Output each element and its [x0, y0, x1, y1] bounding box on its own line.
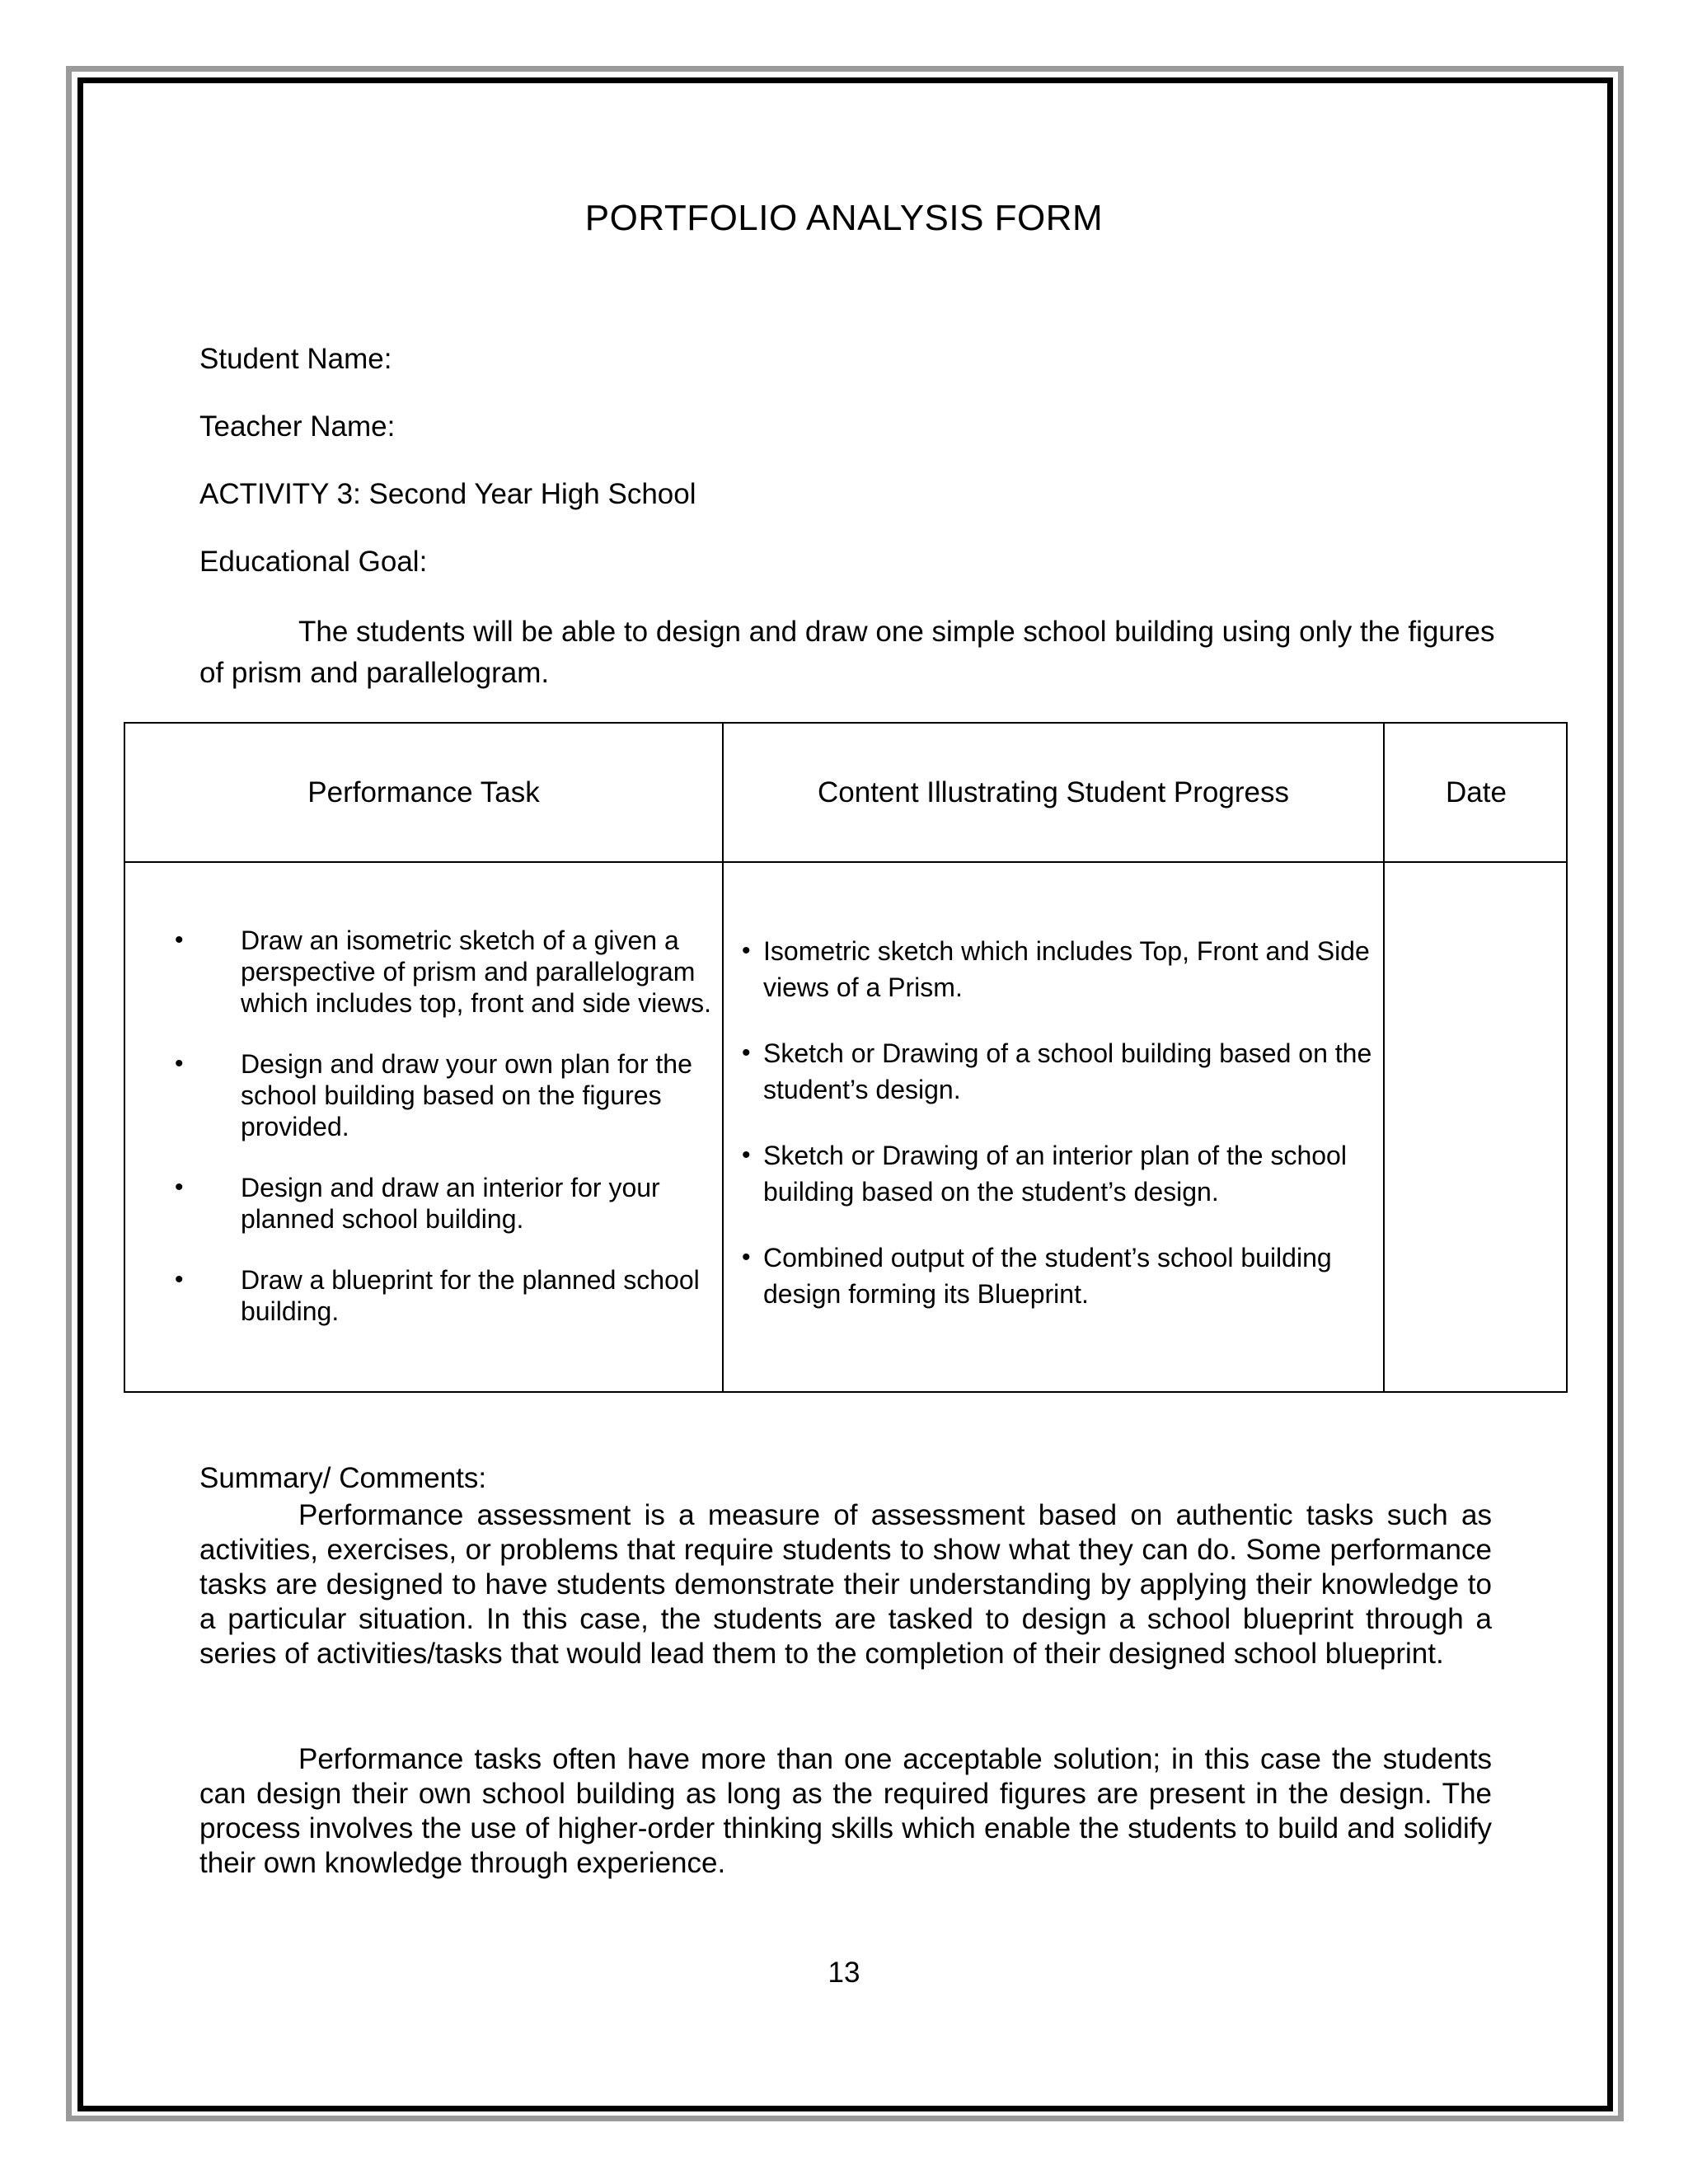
form-title: PORTFOLIO ANALYSIS FORM: [584, 198, 1104, 238]
list-item: [175, 1264, 719, 1327]
portfolio-table: [124, 722, 1568, 1393]
performance-task-list: [175, 925, 719, 1357]
bullet-icon: •: [175, 1174, 184, 1201]
list-item: [175, 1048, 719, 1142]
bullet-icon: •: [175, 1266, 184, 1293]
table-header-divider: [125, 861, 1566, 863]
list-item: [742, 1137, 1376, 1210]
page-number: 13: [828, 1957, 860, 1989]
header-content: Content Illustrating Student Progress: [818, 776, 1289, 808]
list-item: [742, 1240, 1376, 1312]
bullet-icon: •: [175, 926, 184, 954]
content-text: Combined output of the student’s school building design forming its Blueprint.: [763, 1243, 1332, 1309]
bullet-icon: •: [742, 1039, 751, 1066]
list-item: [742, 1035, 1376, 1108]
bullet-icon: •: [742, 1244, 751, 1271]
bullet-icon: •: [175, 1050, 184, 1077]
teacher-name-label: Teacher Name:: [199, 410, 396, 443]
summary-paragraph-1: Performance assessment is a measure of assessment based on authentic tasks such as activities, exercises, or problems that require students to show what they can do. Some performance tasks are designed to have students demonstrate their understanding by applying their knowledge to a particular situation. In this case, the students are tasked to design a school blueprint through a series of activities/tasks that would lead them to the completion of their designed school blueprint.: [199, 1499, 1492, 1670]
bullet-icon: •: [742, 937, 751, 964]
summary-paragraph-2: Performance tasks often have more than one acceptable solution; in this case the students can design their own school building as long as the required figures are present in the design. The process involves the use of higher-order thinking skills which enable the students to build and solidify their own knowledge through experience.: [199, 1743, 1492, 1879]
task-text: Draw a blueprint for the planned school building.: [241, 1265, 700, 1326]
content-text: Isometric sketch which includes Top, Front and Side views of a Prism.: [763, 936, 1370, 1002]
list-item: [742, 933, 1376, 1005]
header-date: Date: [1446, 776, 1507, 808]
content-text: Sketch or Drawing of a school building based on the student’s design.: [763, 1038, 1372, 1104]
content-text: Sketch or Drawing of an interior plan of the school building based on the student’s design.: [763, 1141, 1347, 1207]
header-performance-task: Performance Task: [307, 776, 540, 808]
bullet-icon: •: [742, 1141, 751, 1169]
list-item: [175, 925, 719, 1019]
content-progress-list: [742, 933, 1376, 1342]
task-text: Design and draw an interior for your planned school building.: [241, 1173, 660, 1234]
task-text: Draw an isometric sketch of a given a perspective of prism and parallelogram which includes top, front and side views.: [241, 926, 711, 1018]
educational-goal-label: Educational Goal:: [199, 546, 428, 578]
student-name-label: Student Name:: [199, 343, 392, 375]
summary-label: Summary/ Comments:: [199, 1462, 487, 1494]
educational-goal-text: The students will be able to design and draw one simple school building using only the figures of prism and parallelogram.: [199, 616, 1495, 689]
list-item: [175, 1172, 719, 1235]
task-text: Design and draw your own plan for the school building based on the figures provided.: [241, 1049, 692, 1141]
activity-label: ACTIVITY 3: Second Year High School: [199, 478, 696, 510]
